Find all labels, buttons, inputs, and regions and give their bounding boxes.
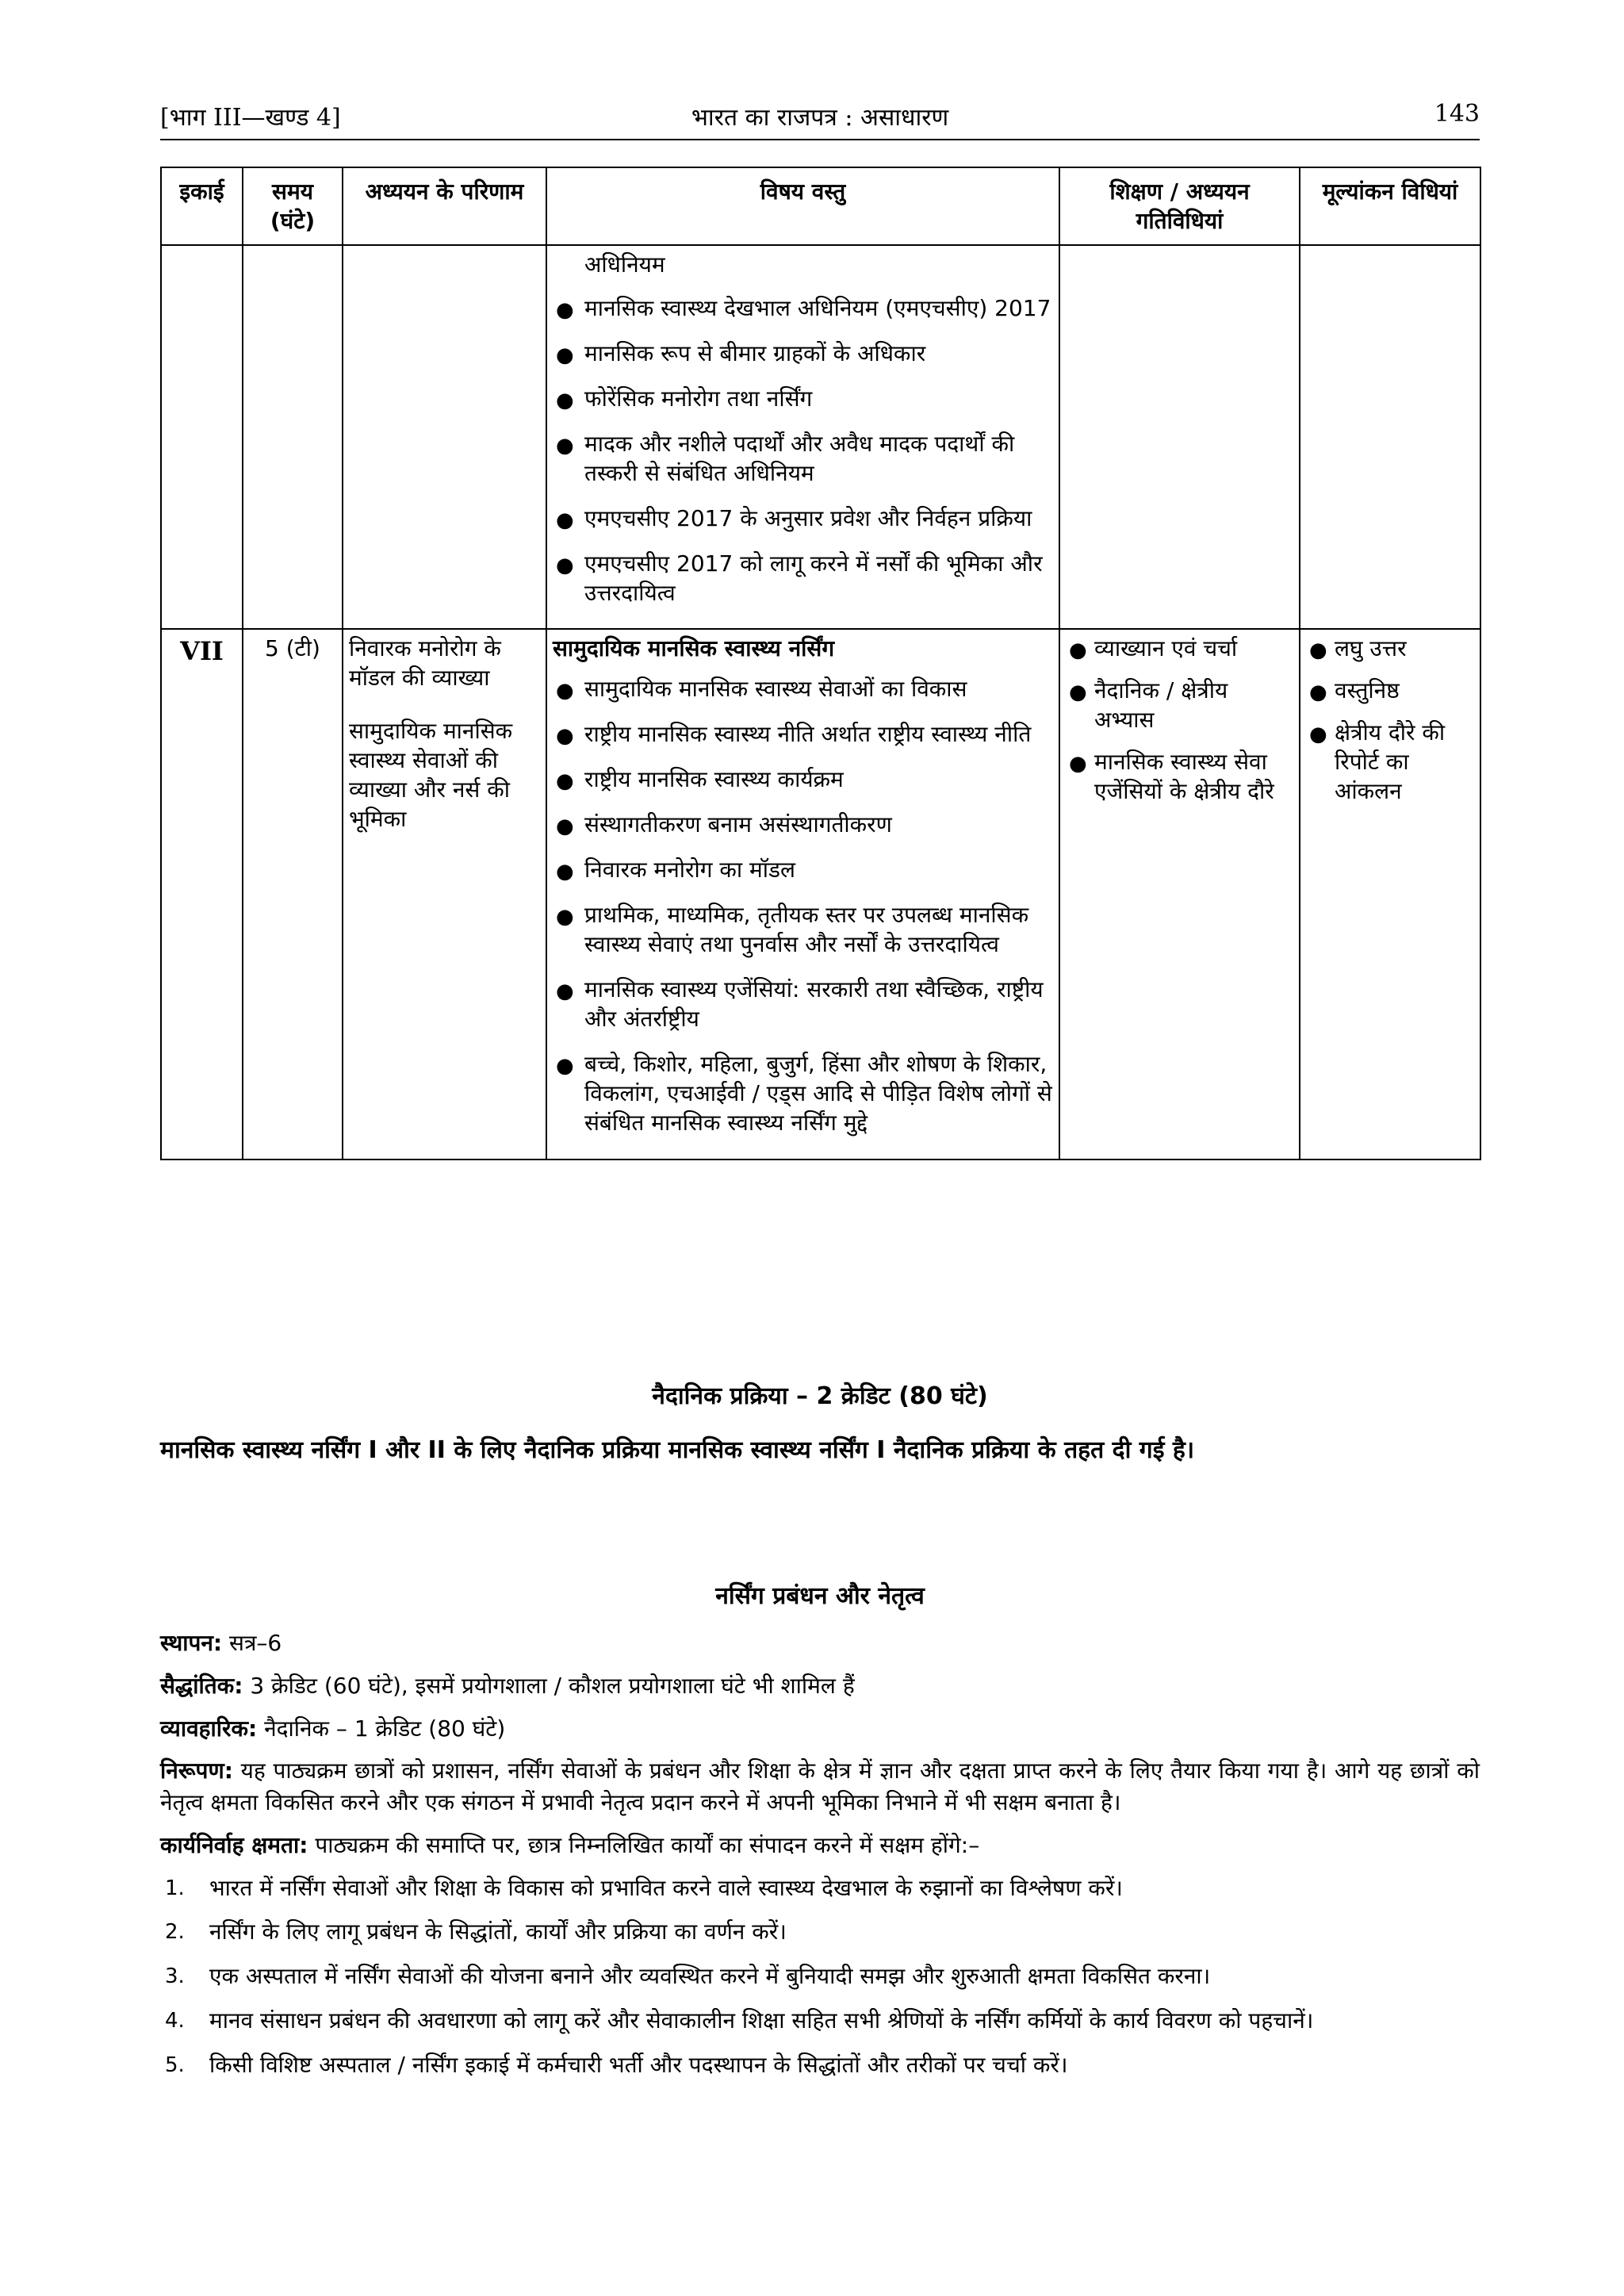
list-item: ● मानसिक स्वास्थ्य एजेंसियां: सरकारी तथा स्वैच्छिक, राष्ट्रीय और अंतर्राष्ट्रीय <box>556 976 1044 1033</box>
assessment-cell <box>1300 629 1480 1159</box>
list-item: ● एमएचसीए 2017 के अनुसार प्रवेश और निर्वहन प्रक्रिया <box>553 504 1053 534</box>
bullet-icon: ● <box>556 979 574 1004</box>
activities-cell <box>1059 629 1300 1159</box>
list-item: ● बच्चे, किशोर, महिला, बुजुर्ग, हिंसा और शोषण के शिकार, विकलांग, एचआईवी / एड्स आदि से पीड़ित विशेष लोगों से संबंधित मानसिक स्वास्थ्य नर्सिंग मुद्दे <box>556 1051 1052 1136</box>
list-item: ● फोरेंसिक मनोरोग तथा नर्सिंग <box>553 385 1053 414</box>
objectives-list <box>160 1872 1480 2081</box>
item-number: 4. <box>165 2008 185 2033</box>
bullet-icon: ● <box>556 679 574 703</box>
list-item: ● निवारक मनोरोग का मॉडल <box>553 856 1053 885</box>
list-item: ● प्राथमिक, माध्यमिक, तृतीयक स्तर पर उपलब्ध मानसिक स्वास्थ्य सेवाएं तथा पुनर्वास और नर्सों के उत्तरदायित्व <box>556 902 1029 958</box>
competency-label: कार्यनिर्वाह क्षमता: <box>160 1831 308 1858</box>
table-row-unit-7 <box>161 629 1480 1159</box>
list-item: ● नैदानिक / क्षेत्रीय अभ्यास <box>1069 677 1228 734</box>
description-paragraph <box>160 1755 1480 1819</box>
bullet-icon: ● <box>556 860 574 884</box>
table-header-row <box>161 167 1480 245</box>
header-gazette-title: भारत का राजपत्र : असाधारण <box>691 104 949 132</box>
col-header-hours: समय (घंटे) <box>243 167 343 245</box>
bullet-icon: ● <box>556 297 574 322</box>
placement-label: स्थापन: <box>160 1630 223 1656</box>
bullet-icon: ● <box>1309 723 1327 747</box>
bullet-icon: ● <box>1069 680 1087 705</box>
unit-hours: 5 (टी) <box>243 629 343 1159</box>
course-details <box>160 1627 1480 2093</box>
list-item: ● व्याख्यान एवं चर्चा <box>1066 634 1293 664</box>
syllabus-table <box>160 167 1481 1160</box>
competency-text: पाठ्यक्रम की समाप्ति पर, छात्र निम्नलिखित कार्यों का संपादन करने में सक्षम होंगे:– <box>315 1831 980 1858</box>
page-number: 143 <box>1434 100 1480 128</box>
col-header-assessment: मूल्यांकन विधियां <box>1300 167 1480 245</box>
bullet-icon: ● <box>556 905 574 930</box>
description-text: यह पाठ्यक्रम छात्रों को प्रशासन, नर्सिंग सेवाओं के प्रबंधन और शिक्षा के क्षेत्र में ज्ञान और दक्षता प्राप्त करने के लिए तैयार किया गया है। आगे यह छात्रों को नेतृत्व क्षमता विकसित करने और एक संगठन में प्रभावी नेतृत्व प्रदान करने में अपनी भूमिका निभाने में भी सक्षम बनाता है। <box>160 1757 1480 1815</box>
header-rule <box>160 139 1480 140</box>
col-header-activities: शिक्षण / अध्ययन गतिविधियां <box>1059 167 1300 245</box>
competency-line <box>160 1830 1480 1861</box>
item-number: 1. <box>165 1876 185 1900</box>
bullet-icon: ● <box>556 1054 574 1079</box>
list-item: 5. किसी विशिष्ट अस्पताल / नर्सिंग इकाई में कर्मचारी भर्ती और पदस्थापन के सिद्धांतों और तरीकों पर चर्चा करें। <box>160 2049 1480 2081</box>
bullet-icon: ● <box>556 769 574 794</box>
item-number: 2. <box>165 1920 185 1945</box>
list-item: ● वस्तुनिष्ठ <box>1306 677 1474 706</box>
bullet-icon: ● <box>556 433 574 458</box>
col-header-outcomes: अध्ययन के परिणाम <box>343 167 546 245</box>
list-item: ● राष्ट्रीय मानसिक स्वास्थ्य कार्यक्रम <box>553 765 1053 795</box>
theory-label: सैद्धांतिक: <box>160 1672 243 1699</box>
learning-outcomes-cell <box>343 629 546 1159</box>
list-item: ● मानसिक स्वास्थ्य सेवा एजेंसियों के क्षेत्रीय दौरे <box>1069 749 1274 805</box>
list-item: ● सामुदायिक मानसिक स्वास्थ्य सेवाओं का विकास <box>553 675 1053 704</box>
placement-value: सत्र–6 <box>229 1630 282 1656</box>
description-label: निरूपण: <box>160 1757 233 1784</box>
header-part-section: [भाग III—खण्ड 4] <box>160 104 341 132</box>
list-item: ● राष्ट्रीय मानसिक स्वास्थ्य नीति अर्थात राष्ट्रीय स्वास्थ्य नीति <box>553 720 1053 749</box>
bullet-icon: ● <box>556 724 574 749</box>
list-item: ● मानसिक रूप से बीमार ग्राहकों के अधिकार <box>553 339 1053 369</box>
list-item: 4. मानव संसाधन प्रबंधन की अवधारणा को लागू करें और सेवाकालीन शिक्षा सहित सभी श्रेणियों के नर्सिंग कर्मियों के कार्य विवरण को पहचानें। <box>160 2005 1480 2037</box>
table-row-continued <box>161 245 1480 630</box>
list-item: ● लघु उत्तर <box>1306 634 1474 664</box>
list-item: ● क्षेत्रीय दौरे की रिपोर्ट का आंकलन <box>1309 719 1446 805</box>
list-item: 2. नर्सिंग के लिए लागू प्रबंधन के सिद्धांतों, कार्यों और प्रक्रिया का वर्णन करें। <box>160 1916 1480 1948</box>
page-header <box>160 100 1480 138</box>
bullet-icon: ● <box>556 553 574 577</box>
bullet-icon: ● <box>1309 638 1327 663</box>
practical-label: व्यावहारिक: <box>160 1715 258 1742</box>
bullet-icon: ● <box>556 388 574 412</box>
clinical-practicum-heading: नैदानिक प्रक्रिया – 2 क्रेडिट (80 घंटे) <box>652 1382 988 1410</box>
bullet-icon: ● <box>556 815 574 839</box>
section-title: नर्सिंग प्रबंधन और नेतृत्व <box>715 1582 925 1610</box>
placement-line <box>160 1627 1480 1659</box>
bullet-icon: ● <box>1069 752 1087 776</box>
outcome-text: निवारक मनोरोग के मॉडल की व्याख्या <box>349 635 501 692</box>
item-number: 3. <box>165 1964 185 1988</box>
item-number: 5. <box>165 2053 185 2077</box>
list-item: ● संस्थागतीकरण बनाम असंस्थागतीकरण <box>553 811 1053 840</box>
content-cell <box>546 629 1059 1159</box>
list-item: 1. भारत में नर्सिंग सेवाओं और शिक्षा के विकास को प्रभावित करने वाले स्वास्थ्य देखभाल के रुझानों का विश्लेषण करें। <box>160 1872 1480 1904</box>
theory-line <box>160 1670 1480 1702</box>
content-title: सामुदायिक मानसिक स्वास्थ्य नर्सिंग <box>553 635 835 662</box>
theory-value: 3 क्रेडिट (60 घंटे), इसमें प्रयोगशाला / कौशल प्रयोगशाला घंटे भी शामिल हैं <box>250 1672 855 1699</box>
list-item: ● मादक और नशीले पदार्थों और अवैध मादक पदार्थों की तस्करी से संबंधित अधिनियम <box>556 430 1015 486</box>
list-item: 3. एक अस्पताल में नर्सिंग सेवाओं की योजना बनाने और व्यवस्थित करने में बुनियादी समझ और शुरुआती क्षमता विकसित करना। <box>160 1961 1480 1992</box>
col-header-content: विषय वस्तु <box>546 167 1059 245</box>
clinical-practicum-note: मानसिक स्वास्थ्य नर्सिंग I और II के लिए नैदानिक प्रक्रिया मानसिक स्वास्थ्य नर्सिंग I नैदानिक प्रक्रिया के तहत दी गई है। <box>160 1436 1195 1464</box>
practical-value: नैदानिक – 1 क्रेडिट (80 घंटे) <box>264 1715 506 1742</box>
bullet-icon: ● <box>556 343 574 367</box>
continued-line: अधिनियम <box>584 251 665 278</box>
bullet-icon: ● <box>1309 680 1327 705</box>
practical-line <box>160 1713 1480 1745</box>
content-cell-continued <box>546 245 1059 630</box>
list-item: ● मानसिक स्वास्थ्य देखभाल अधिनियम (एमएचसीए) 2017 <box>553 294 1053 324</box>
bullet-icon: ● <box>1069 638 1087 663</box>
unit-number: VII <box>161 629 243 1159</box>
bullet-icon: ● <box>556 508 574 532</box>
col-header-unit: इकाई <box>161 167 243 245</box>
outcome-text: सामुदायिक मानसिक स्वास्थ्य सेवाओं की व्याख्या और नर्स की भूमिका <box>349 718 513 833</box>
list-item: ● एमएचसीए 2017 को लागू करने में नर्सों की भूमिका और उत्तरदायित्व <box>556 550 1043 606</box>
